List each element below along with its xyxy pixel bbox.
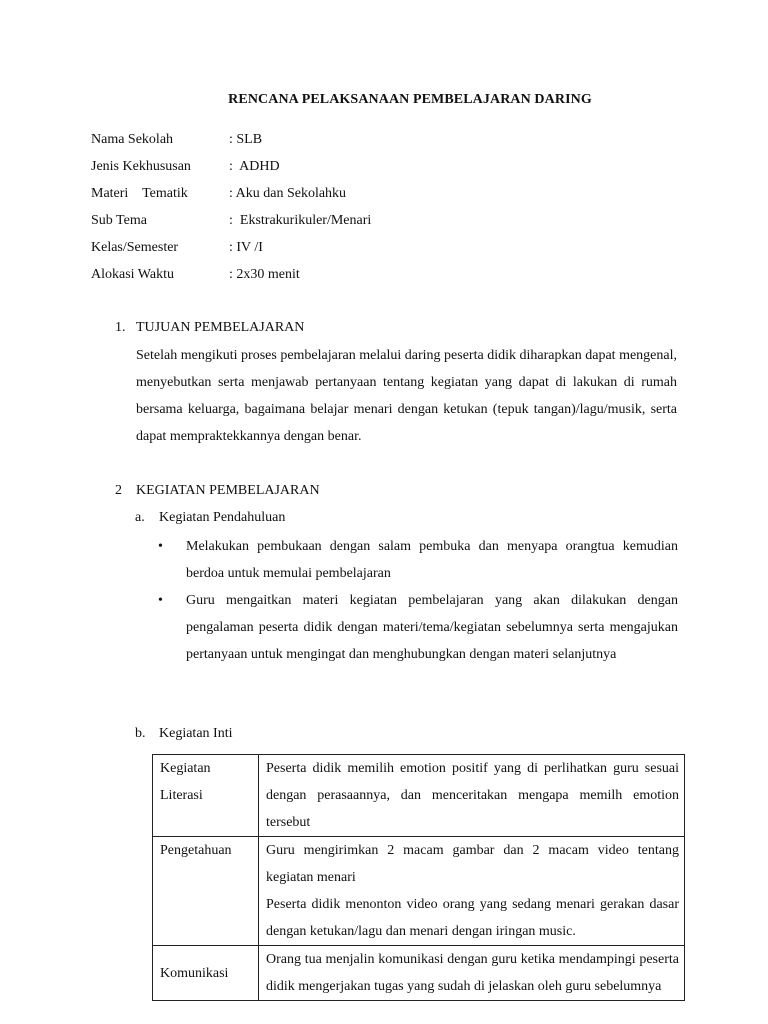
table-cell-text	[259, 837, 685, 946]
identity-value: : Ekstrakurikuler/Menari	[229, 213, 372, 228]
identity-value: : ADHD	[229, 159, 280, 174]
identity-label: Nama Sekolah	[91, 132, 174, 147]
identity-value: : 2x30 menit	[229, 267, 300, 282]
table-cell-text: Orang tua menjalin komunikasi dengan guru ketika mendampingi peserta didik mengerjakan tugas yang sudah di jelaskan oleh guru sebelumnya	[259, 946, 685, 1001]
identity-label: Sub Tema	[91, 213, 147, 228]
identity-row-subtheme	[91, 211, 371, 238]
section-title: KEGIATAN PEMBELAJARAN	[136, 483, 320, 498]
identity-label: Materi Tematik	[91, 186, 188, 201]
section-title: TUJUAN PEMBELAJARAN	[136, 320, 305, 335]
identity-label: Kelas/Semester	[91, 240, 179, 255]
identity-row-time	[91, 265, 371, 292]
identity-row-class	[91, 238, 371, 265]
identity-row-specialty	[91, 157, 371, 184]
section-1-paragraph: Setelah mengikuti proses pembelajaran melalui daring peserta didik diharapkan dapat mengenal, menyebutkan serta menjawab pertanyaan tentang kegiatan yang dapat di lakukan di rumah bersama keluarga, bagaimana belajar menari dengan ketukan (tepuk tangan)/lagu/musik, serta dapat mempraktekkannya dengan benar.	[136, 348, 677, 444]
subsection-title: Kegiatan Pendahuluan	[159, 510, 286, 525]
cell-paragraph: Peserta didik menonton video orang yang sedang menari gerakan dasar dengan ketukan/lagu dan menari dengan iringan music.	[266, 897, 679, 939]
identity-label: Jenis Kekhususan	[91, 159, 191, 174]
identity-row-school	[91, 130, 371, 157]
table-row	[153, 837, 685, 946]
cell-paragraph: Guru mengirimkan 2 macam gambar dan 2 macam video tentang kegiatan menari	[266, 843, 679, 885]
subsection-title: Kegiatan Inti	[159, 726, 233, 741]
identity-value: : IV /I	[229, 240, 263, 255]
table-cell-label: Pengetahuan	[153, 837, 259, 946]
table-cell-label: Komunikasi	[153, 946, 259, 1001]
section-number: 1.	[115, 320, 126, 335]
identity-row-material	[91, 184, 371, 211]
identity-value: : Aku dan Sekolahku	[229, 186, 347, 201]
subsection-letter: b.	[135, 726, 146, 741]
bullet-text: Guru mengaitkan materi kegiatan pembelajaran yang akan dilakukan dengan pengalaman peserta didik dengan materi/tema/kegiatan sebelumnya serta mengajukan pertanyaan untuk mengingat dan menghubungkan dengan materi selanjutnya	[186, 593, 678, 662]
table-cell-text: Peserta didik memilih emotion positif yang di perlihatkan guru sesuai dengan perasaannya, dan menceritakan mengapa memilh emotion tersebut	[259, 755, 685, 837]
bullet-text: Melakukan pembukaan dengan salam pembuka dan menyapa orangtua kemudian berdoa untuk memulai pembelajaran	[186, 539, 678, 581]
table-row	[153, 755, 685, 837]
subsection-letter: a.	[135, 510, 145, 525]
bullet-icon: •	[158, 539, 163, 554]
table-cell-label: Kegiatan Literasi	[153, 755, 259, 837]
kegiatan-inti-table	[152, 754, 685, 1001]
document-title: RENCANA PELAKSANAAN PEMBELAJARAN DARING	[228, 92, 592, 107]
identity-label: Alokasi Waktu	[91, 267, 174, 282]
identity-block	[91, 130, 371, 292]
identity-value: : SLB	[229, 132, 263, 147]
bullet-icon: •	[158, 593, 163, 608]
section-number: 2	[115, 483, 122, 498]
table-row	[153, 946, 685, 1001]
